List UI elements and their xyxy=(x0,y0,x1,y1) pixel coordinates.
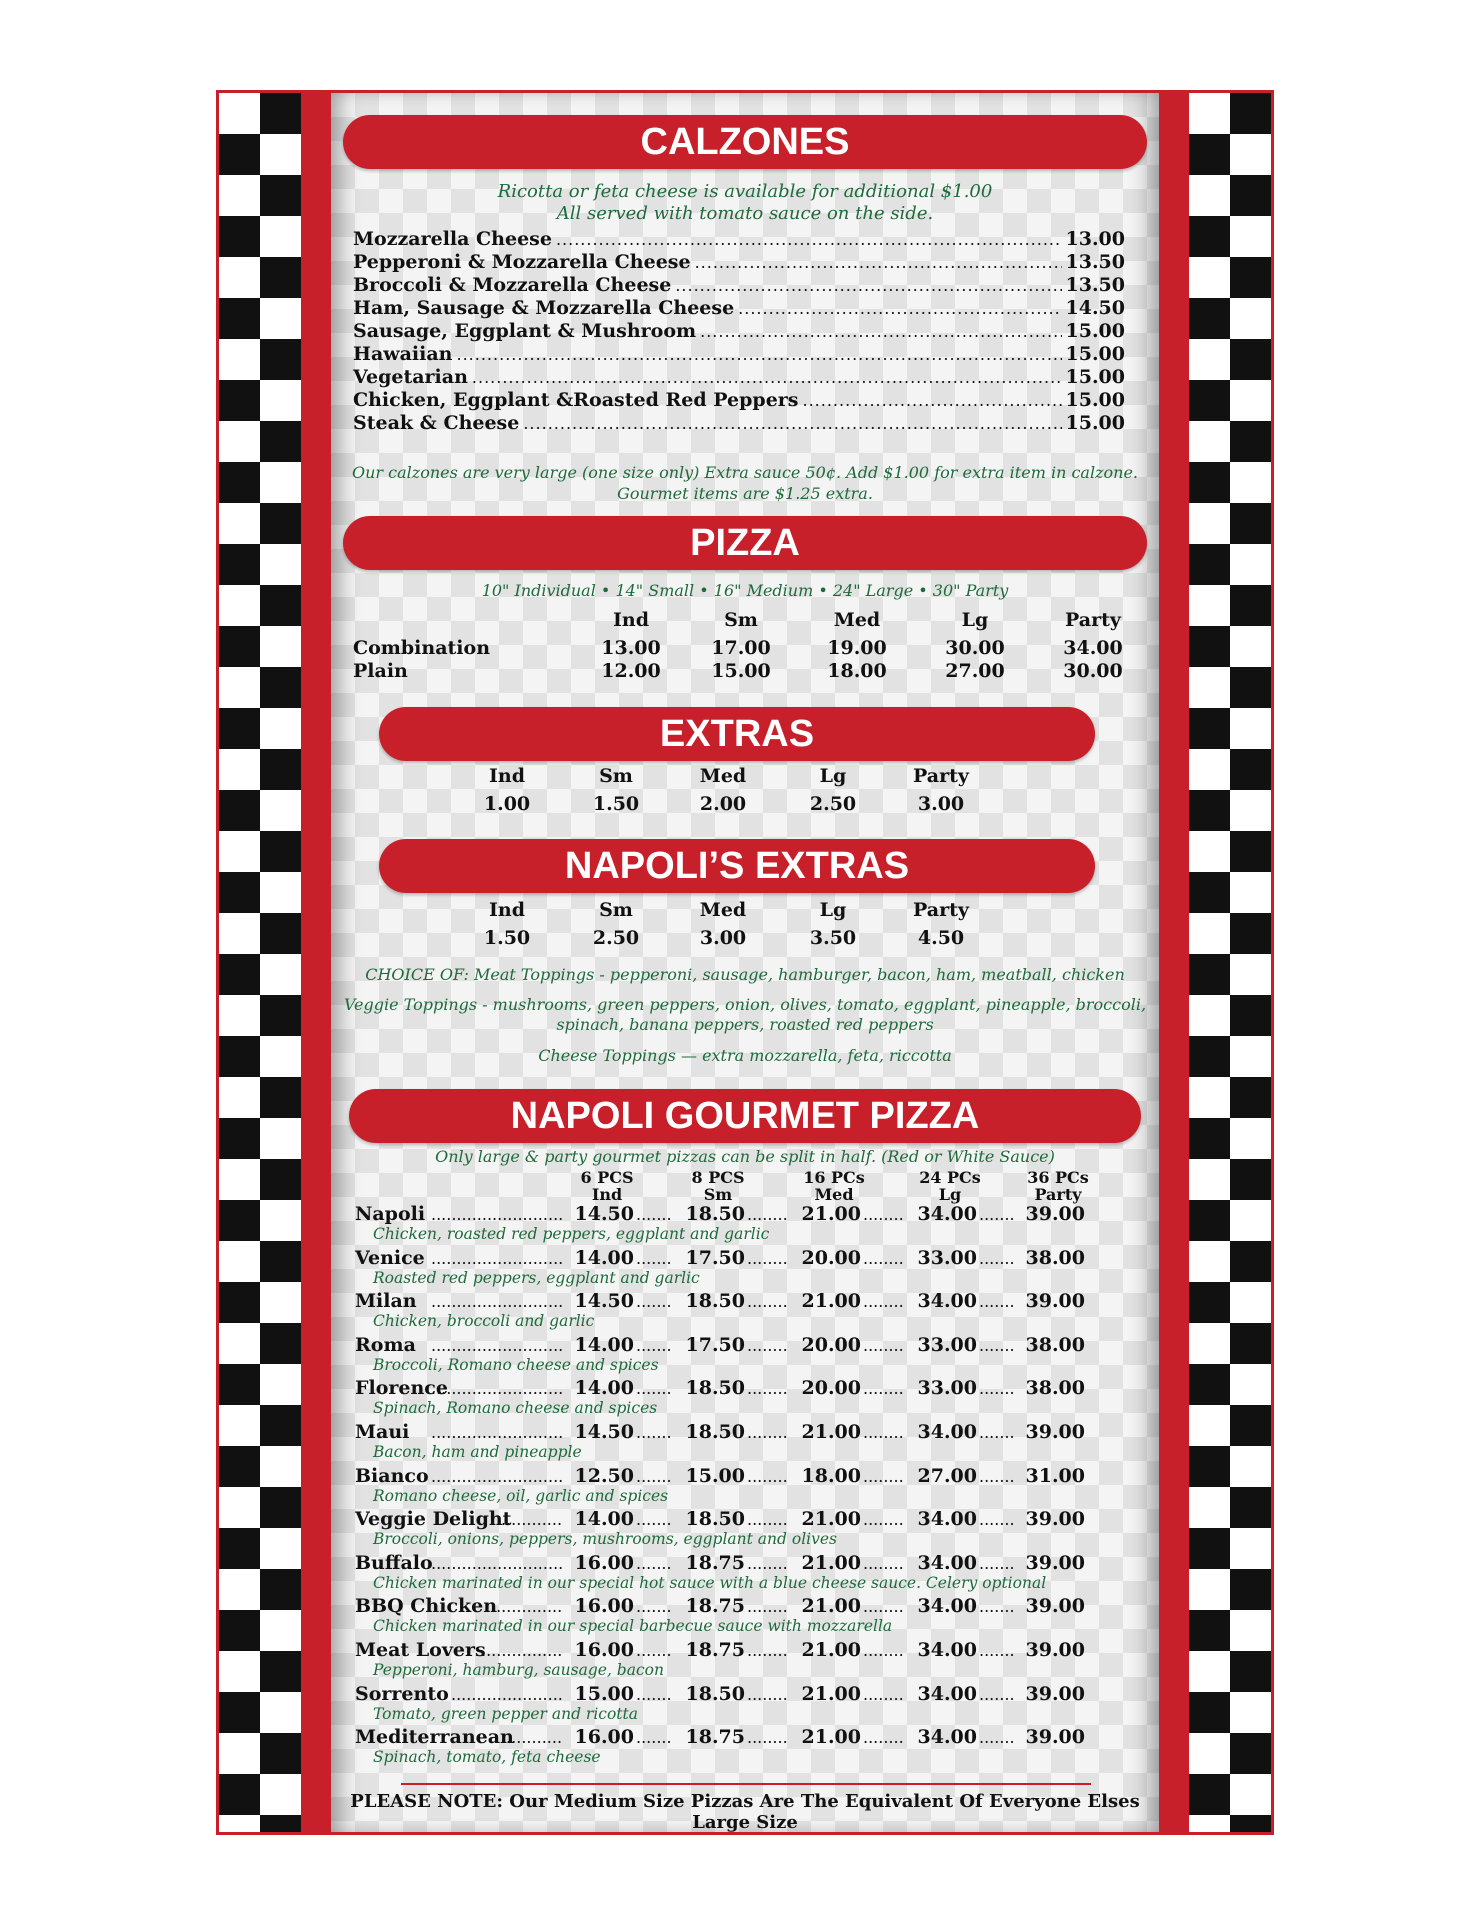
dot-leader xyxy=(700,322,1061,341)
gourmet-pizza-price: 39.00 xyxy=(1025,1203,1085,1225)
dot-leader xyxy=(491,1595,562,1617)
dot-leader xyxy=(747,1552,789,1574)
gourmet-pizza-price: 33.00 xyxy=(917,1333,977,1356)
extras-title: EXTRAS xyxy=(659,713,815,755)
dot-leader xyxy=(979,1595,1013,1617)
gourmet-header-size: Ind xyxy=(591,1185,623,1204)
dot-leader xyxy=(747,1726,789,1748)
gourmet-size-header xyxy=(572,1169,642,1203)
gourmet-pizza-row xyxy=(331,1334,1159,1378)
napoli-extras-title: NAPOLI’S EXTRAS xyxy=(564,845,910,887)
checkerboard-border-right xyxy=(1189,93,1271,1832)
calzone-row xyxy=(353,228,1125,250)
gourmet-pizza-description: Bacon, ham and pineapple xyxy=(373,1443,582,1461)
gourmet-pizza-price: 18.75 xyxy=(685,1551,745,1574)
calzone-price: 15.00 xyxy=(1065,320,1125,342)
dot-leader xyxy=(863,1377,905,1399)
dot-leader xyxy=(431,1552,562,1574)
dot-leader xyxy=(979,1203,1013,1225)
dot-leader xyxy=(979,1421,1013,1443)
calzones-footnote-1: Our calzones are very large (one size only) Extra sauce 50¢. Add $1.00 for extra item in calzone. xyxy=(351,463,1138,482)
calzone-name: Mozzarella Cheese xyxy=(353,228,552,250)
gourmet-pizza-price: 21.00 xyxy=(801,1726,861,1749)
dot-leader xyxy=(636,1247,673,1269)
dot-leader xyxy=(636,1377,673,1399)
pizza-size-header: Sm xyxy=(724,609,758,631)
dot-leader xyxy=(636,1552,673,1574)
gourmet-pizza-price: 39.00 xyxy=(1025,1726,1085,1749)
extras-size-header: Med xyxy=(699,899,747,921)
gourmet-pizza-description: Broccoli, Romano cheese and spices xyxy=(373,1355,659,1374)
dot-leader xyxy=(636,1595,673,1617)
gourmet-pizza-row xyxy=(331,1377,1159,1421)
gourmet-header-size: Lg xyxy=(938,1185,962,1204)
gourmet-pizza-price: 21.00 xyxy=(801,1421,861,1443)
gourmet-pizza-price: 34.00 xyxy=(917,1290,977,1313)
extras-price: 4.50 xyxy=(917,927,965,949)
dot-leader xyxy=(863,1421,905,1443)
pizza-size-header: Ind xyxy=(613,609,649,631)
gourmet-header-size: Party xyxy=(1034,1185,1082,1204)
gourmet-pizza-price: 14.50 xyxy=(574,1203,634,1225)
calzones-footnote-2: Gourmet items are $1.25 extra. xyxy=(617,484,873,503)
calzone-price: 15.00 xyxy=(1065,343,1125,365)
calzone-row xyxy=(353,412,1125,434)
dot-leader xyxy=(747,1334,789,1356)
extras-size-header: Ind xyxy=(489,765,525,787)
calzone-row xyxy=(353,343,1125,365)
dot-leader xyxy=(501,1508,562,1530)
extras-price: 2.50 xyxy=(592,927,640,949)
dot-leader xyxy=(863,1683,905,1705)
gourmet-pizza-price: 16.00 xyxy=(574,1639,634,1661)
gourmet-pizza-price: 18.50 xyxy=(685,1203,745,1225)
pizza-price: 27.00 xyxy=(945,660,1005,682)
gourmet-pizza-price: 16.00 xyxy=(574,1726,634,1749)
gourmet-pizza-price: 14.50 xyxy=(574,1421,634,1443)
gourmet-pizza-price: 39.00 xyxy=(1025,1639,1085,1661)
extras-price: 2.50 xyxy=(809,793,857,815)
extras-size-header: Lg xyxy=(819,765,847,787)
gourmet-pizza-row xyxy=(331,1683,1159,1727)
extras-price: 1.00 xyxy=(483,793,531,815)
dot-leader xyxy=(863,1639,905,1661)
gourmet-pizza-row xyxy=(331,1726,1159,1770)
dot-leader xyxy=(979,1377,1013,1399)
gourmet-header-pieces: 36 PCs xyxy=(1027,1168,1089,1187)
gourmet-pizza-description: Chicken, roasted red peppers, eggplant and garlic xyxy=(373,1225,770,1243)
gourmet-pizza-price: 18.50 xyxy=(685,1290,745,1313)
calzone-price: 15.00 xyxy=(1065,389,1125,411)
gourmet-pizza-name: Maui xyxy=(355,1421,410,1443)
gourmet-pizza-price: 34.00 xyxy=(917,1639,977,1661)
extras-size-header: Ind xyxy=(489,899,525,921)
pizza-price: 30.00 xyxy=(945,637,1005,659)
gourmet-pizza-row xyxy=(331,1639,1159,1683)
veggie-toppings-note-1: Veggie Toppings - mushrooms, green peppers, onion, olives, tomato, eggplant, pineapple, broccoli, xyxy=(343,995,1147,1014)
gourmet-header-pieces: 8 PCS xyxy=(691,1168,745,1187)
pizza-banner xyxy=(343,516,1147,570)
extras-price: 1.50 xyxy=(592,793,640,815)
gourmet-pizza-price: 38.00 xyxy=(1025,1246,1085,1269)
calzone-name: Sausage, Eggplant & Mushroom xyxy=(353,320,697,342)
gourmet-pizza-price: 39.00 xyxy=(1025,1682,1085,1705)
gourmet-pizza-price: 31.00 xyxy=(1025,1464,1085,1487)
extras-size-header: Med xyxy=(699,765,747,787)
calzone-price: 14.50 xyxy=(1065,297,1125,319)
gourmet-header-pieces: 16 PCs xyxy=(803,1168,865,1187)
dot-leader xyxy=(747,1290,789,1312)
dot-leader xyxy=(472,368,1062,387)
dot-leader xyxy=(979,1639,1013,1661)
dot-leader xyxy=(747,1377,789,1399)
gourmet-pizza-row xyxy=(331,1421,1159,1465)
dot-leader xyxy=(636,1465,673,1487)
gourmet-pizza-price: 34.00 xyxy=(917,1421,977,1443)
dot-leader xyxy=(747,1421,789,1443)
gourmet-pizza-price: 21.00 xyxy=(801,1508,861,1531)
gourmet-pizza-price: 21.00 xyxy=(801,1290,861,1313)
pizza-price: 17.00 xyxy=(711,637,771,659)
gourmet-pizza-description: Romano cheese, oil, garlic and spices xyxy=(373,1486,669,1505)
gourmet-pizza-price: 18.50 xyxy=(685,1421,745,1443)
gourmet-pizza-name: BBQ Chicken xyxy=(355,1595,498,1618)
dot-leader xyxy=(431,1377,562,1399)
dot-leader xyxy=(675,276,1061,295)
calzone-row xyxy=(353,251,1125,273)
dot-leader xyxy=(979,1465,1013,1487)
gourmet-pizza-price: 20.00 xyxy=(801,1333,861,1356)
gourmet-pizza-price: 18.50 xyxy=(685,1508,745,1531)
calzone-row xyxy=(353,274,1125,296)
gourmet-pizza-name: Venice xyxy=(355,1246,425,1269)
gourmet-pizza-price: 38.00 xyxy=(1025,1333,1085,1356)
dot-leader xyxy=(636,1726,673,1748)
calzone-price: 13.50 xyxy=(1065,251,1125,273)
calzone-price: 15.00 xyxy=(1065,366,1125,388)
extras-size-header: Lg xyxy=(819,899,847,921)
pizza-price: 12.00 xyxy=(601,660,661,682)
gourmet-pizza-price: 34.00 xyxy=(917,1682,977,1705)
gourmet-pizza-name: Veggie Delight xyxy=(355,1508,512,1531)
pizza-size-header: Party xyxy=(1065,609,1121,631)
gourmet-pizza-name: Roma xyxy=(355,1333,416,1356)
pizza-row-name: Combination xyxy=(353,637,491,659)
dot-leader xyxy=(979,1290,1013,1312)
dot-leader xyxy=(979,1508,1013,1530)
gourmet-pizza-price: 34.00 xyxy=(917,1508,977,1531)
gourmet-pizza-price: 39.00 xyxy=(1025,1551,1085,1574)
dot-leader xyxy=(695,253,1062,272)
gourmet-pizza-price: 34.00 xyxy=(917,1726,977,1749)
gourmet-pizza-row xyxy=(331,1290,1159,1334)
extras-banner xyxy=(379,707,1095,761)
gourmet-pizza-price: 14.00 xyxy=(574,1246,634,1269)
gourmet-pizza-row xyxy=(331,1552,1159,1596)
gourmet-pizza-price: 21.00 xyxy=(801,1595,861,1618)
pizza-sizes-note: 10" Individual • 14" Small • 16" Medium • 24" Large • 30" Party xyxy=(481,581,1009,600)
gourmet-pizza-name: Bianco xyxy=(355,1464,429,1487)
cheese-toppings-note: Cheese Toppings — extra mozzarella, feta, riccotta xyxy=(538,1046,952,1065)
gourmet-pizza-price: 39.00 xyxy=(1025,1595,1085,1618)
gourmet-header-pieces: 6 PCS xyxy=(580,1168,634,1187)
napoli-extras-banner xyxy=(379,839,1095,893)
dot-leader xyxy=(863,1465,905,1487)
gourmet-pizza-price: 34.00 xyxy=(917,1551,977,1574)
gourmet-size-header xyxy=(799,1169,869,1203)
gourmet-pizza-price: 15.00 xyxy=(574,1682,634,1705)
gourmet-pizza-name: Florence xyxy=(355,1377,448,1400)
gourmet-size-header xyxy=(1023,1169,1093,1203)
dot-leader xyxy=(747,1465,789,1487)
menu-panel xyxy=(331,93,1159,1832)
dot-leader xyxy=(431,1465,562,1487)
gourmet-pizza-row xyxy=(331,1508,1159,1552)
gourmet-pizza-price: 20.00 xyxy=(801,1377,861,1400)
gourmet-pizza-price: 21.00 xyxy=(801,1203,861,1225)
calzones-banner xyxy=(343,115,1147,169)
pizza-price: 15.00 xyxy=(711,660,771,682)
calzone-name: Broccoli & Mozzarella Cheese xyxy=(353,274,672,296)
dot-leader xyxy=(501,1726,562,1748)
pizza-price: 34.00 xyxy=(1063,637,1123,659)
gourmet-pizza-price: 39.00 xyxy=(1025,1290,1085,1313)
gourmet-header-pieces: 24 PCs xyxy=(919,1168,981,1187)
gourmet-pizza-price: 18.75 xyxy=(685,1595,745,1618)
gourmet-pizza-description: Pepperoni, hamburg, sausage, bacon xyxy=(373,1661,664,1679)
gourmet-pizza-price: 16.00 xyxy=(574,1551,634,1574)
dot-leader xyxy=(803,391,1062,410)
dot-leader xyxy=(523,414,1061,433)
menu-frame xyxy=(216,90,1274,1835)
calzone-row xyxy=(353,320,1125,342)
dot-leader xyxy=(863,1552,905,1574)
calzone-price: 13.50 xyxy=(1065,274,1125,296)
gourmet-pizza-description: Roasted red peppers, eggplant and garlic xyxy=(373,1268,700,1287)
dot-leader xyxy=(979,1247,1013,1269)
dot-leader xyxy=(863,1247,905,1269)
gourmet-pizza-row xyxy=(331,1203,1159,1247)
calzone-name: Hawaiian xyxy=(353,343,453,365)
pizza-price: 18.00 xyxy=(827,660,887,682)
gourmet-pizza-description: Spinach, tomato, feta cheese xyxy=(373,1748,601,1767)
dot-leader xyxy=(636,1639,673,1661)
dot-leader xyxy=(738,299,1061,318)
pizza-price: 13.00 xyxy=(601,637,661,659)
gourmet-title: NAPOLI GOURMET PIZZA xyxy=(510,1095,980,1137)
gourmet-pizza-name: Sorrento xyxy=(355,1682,449,1705)
dot-leader xyxy=(636,1334,673,1356)
gourmet-pizza-description: Broccoli, onions, peppers, mushrooms, eggplant and olives xyxy=(373,1530,837,1549)
dot-leader xyxy=(979,1683,1013,1705)
calzone-name: Steak & Cheese xyxy=(353,412,520,434)
gourmet-pizza-price: 18.50 xyxy=(685,1682,745,1705)
extras-price: 1.50 xyxy=(483,927,531,949)
gourmet-pizza-price: 17.50 xyxy=(685,1333,745,1356)
calzone-row xyxy=(353,297,1125,319)
dot-leader xyxy=(979,1334,1013,1356)
gourmet-pizza-price: 27.00 xyxy=(917,1464,977,1487)
gourmet-pizza-name: Mediterranean xyxy=(355,1726,514,1749)
gourmet-pizza-price: 20.00 xyxy=(801,1246,861,1269)
footer-note: PLEASE NOTE: Our Medium Size Pizzas Are The Equivalent Of Everyone Elses Large Size xyxy=(350,1791,1140,1833)
gourmet-pizza-price: 33.00 xyxy=(917,1246,977,1269)
gourmet-pizza-description: Chicken marinated in our special hot sauce with a blue cheese sauce. Celery optional xyxy=(373,1573,1047,1592)
dot-leader xyxy=(863,1595,905,1617)
gourmet-pizza-name: Meat Lovers xyxy=(355,1639,486,1661)
pizza-price: 30.00 xyxy=(1063,660,1123,682)
gourmet-pizza-price: 18.75 xyxy=(685,1639,745,1661)
dot-leader xyxy=(636,1683,673,1705)
dot-leader xyxy=(747,1683,789,1705)
dot-leader xyxy=(457,345,1062,364)
gourmet-pizza-price: 18.00 xyxy=(801,1464,861,1487)
gourmet-pizza-price: 21.00 xyxy=(801,1551,861,1574)
gourmet-pizza-price: 14.00 xyxy=(574,1377,634,1400)
pizza-size-header: Lg xyxy=(961,609,989,631)
gourmet-header-size: Med xyxy=(814,1185,854,1204)
dot-leader xyxy=(636,1203,673,1225)
gourmet-pizza-name: Napoli xyxy=(355,1203,426,1225)
gourmet-pizza-price: 14.50 xyxy=(574,1290,634,1313)
calzone-name: Pepperoni & Mozzarella Cheese xyxy=(353,251,691,273)
gourmet-pizza-price: 15.00 xyxy=(685,1464,745,1487)
calzones-note-2: All served with tomato sauce on the side. xyxy=(556,203,934,224)
gourmet-pizza-name: Milan xyxy=(355,1290,417,1313)
dot-leader xyxy=(979,1552,1013,1574)
gourmet-pizza-price: 18.50 xyxy=(685,1377,745,1400)
gourmet-pizza-price: 39.00 xyxy=(1025,1508,1085,1531)
extras-size-header: Party xyxy=(913,899,969,921)
dot-leader xyxy=(863,1290,905,1312)
calzone-name: Ham, Sausage & Mozzarella Cheese xyxy=(353,297,735,319)
gourmet-header-size: Sm xyxy=(703,1185,733,1204)
extras-size-header: Sm xyxy=(599,899,633,921)
gourmet-pizza-description: Chicken, broccoli and garlic xyxy=(373,1312,595,1331)
calzone-name: Vegetarian xyxy=(353,366,468,388)
extras-size-header: Sm xyxy=(599,765,633,787)
dot-leader xyxy=(636,1290,673,1312)
dot-leader xyxy=(747,1595,789,1617)
calzone-name: Chicken, Eggplant &Roasted Red Peppers xyxy=(353,389,799,411)
gourmet-split-note: Only large & party gourmet pizzas can be split in half. (Red or White Sauce) xyxy=(435,1147,1055,1166)
dot-leader xyxy=(556,230,1062,249)
dot-leader xyxy=(431,1290,562,1312)
extras-price: 2.00 xyxy=(699,793,747,815)
pizza-price: 19.00 xyxy=(827,637,887,659)
checkerboard-border-left xyxy=(219,93,301,1832)
gourmet-pizza-name: Buffalo xyxy=(355,1551,433,1574)
dot-leader xyxy=(863,1203,905,1225)
gourmet-pizza-description: Spinach, Romano cheese and spices xyxy=(373,1399,658,1418)
gourmet-pizza-price: 38.00 xyxy=(1025,1377,1085,1400)
dot-leader xyxy=(863,1726,905,1748)
pizza-title: PIZZA xyxy=(690,522,800,564)
gourmet-pizza-row xyxy=(331,1247,1159,1291)
gourmet-pizza-description: Tomato, green pepper and ricotta xyxy=(373,1704,639,1723)
dot-leader xyxy=(481,1639,562,1661)
extras-price: 3.00 xyxy=(699,927,747,949)
gourmet-size-header xyxy=(683,1169,753,1203)
gourmet-pizza-price: 34.00 xyxy=(917,1203,977,1225)
dot-leader xyxy=(431,1203,562,1225)
dot-leader xyxy=(979,1726,1013,1748)
dot-leader xyxy=(863,1334,905,1356)
calzone-price: 15.00 xyxy=(1065,412,1125,434)
calzone-row xyxy=(353,366,1125,388)
gourmet-pizza-row xyxy=(331,1465,1159,1509)
dot-leader xyxy=(451,1683,562,1705)
gourmet-pizza-description: Chicken marinated in our special barbecue sauce with mozzarella xyxy=(373,1617,893,1636)
dot-leader xyxy=(431,1421,562,1443)
dot-leader xyxy=(431,1334,562,1356)
dot-leader xyxy=(747,1247,789,1269)
pizza-size-header: Med xyxy=(833,609,881,631)
gourmet-pizza-price: 14.00 xyxy=(574,1508,634,1531)
gourmet-pizza-price: 34.00 xyxy=(917,1595,977,1618)
calzones-title: CALZONES xyxy=(640,121,850,163)
gourmet-pizza-price: 39.00 xyxy=(1025,1421,1085,1443)
calzone-price: 13.00 xyxy=(1065,228,1125,250)
gourmet-pizza-price: 14.00 xyxy=(574,1333,634,1356)
gourmet-pizza-price: 12.50 xyxy=(574,1464,634,1487)
dot-leader xyxy=(636,1508,673,1530)
dot-leader xyxy=(636,1421,673,1443)
gourmet-pizza-row xyxy=(331,1595,1159,1639)
gourmet-size-header xyxy=(915,1169,985,1203)
calzones-note-1: Ricotta or feta cheese is available for additional $1.00 xyxy=(497,181,993,202)
gourmet-pizza-price: 21.00 xyxy=(801,1682,861,1705)
extras-size-header: Party xyxy=(913,765,969,787)
pizza-row-name: Plain xyxy=(353,660,408,682)
extras-price: 3.00 xyxy=(917,793,965,815)
meat-toppings-note: CHOICE OF: Meat Toppings - pepperoni, sausage, hamburger, bacon, ham, meatball, chicken xyxy=(365,965,1125,984)
gourmet-banner xyxy=(349,1089,1141,1143)
gourmet-pizza-price: 33.00 xyxy=(917,1377,977,1400)
dot-leader xyxy=(747,1508,789,1530)
extras-price: 3.50 xyxy=(809,927,857,949)
dot-leader xyxy=(431,1247,562,1269)
dot-leader xyxy=(863,1508,905,1530)
veggie-toppings-note-2: spinach, banana peppers, roasted red peppers xyxy=(556,1015,934,1034)
dot-leader xyxy=(747,1639,789,1661)
calzone-row xyxy=(353,389,1125,411)
gourmet-pizza-price: 17.50 xyxy=(685,1246,745,1269)
footer-divider xyxy=(401,1783,1091,1785)
gourmet-pizza-price: 18.75 xyxy=(685,1726,745,1749)
gourmet-pizza-price: 16.00 xyxy=(574,1595,634,1618)
dot-leader xyxy=(747,1203,789,1225)
gourmet-pizza-price: 21.00 xyxy=(801,1639,861,1661)
